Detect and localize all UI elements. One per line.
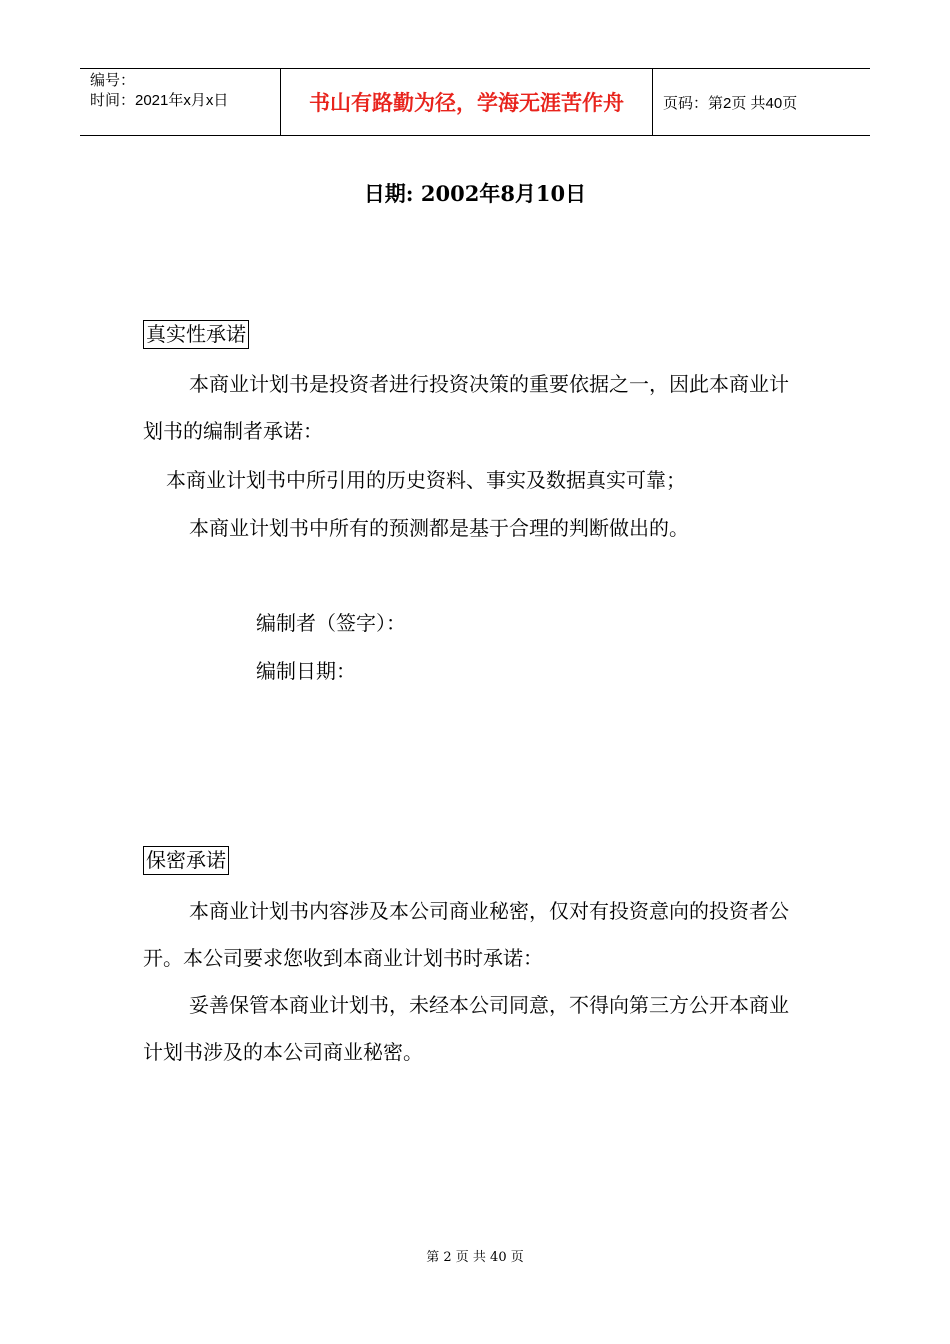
header-motto: 书山有路勤为径，学海无涯苦作舟 [281,69,653,135]
authenticity-item-1: 本商业计划书中所引用的历史资料、事实及数据真实可靠； [166,468,686,492]
document-number-label: 编号： [90,72,136,89]
authenticity-paragraph: 本商业计划书是投资者进行投资决策的重要依据之一，因此本商业计划书的编制者承诺： [143,372,789,443]
compile-date-label: 编制日期： [256,659,356,683]
confidentiality-paragraph-1: 本商业计划书内容涉及本公司商业秘密，仅对有投资意向的投资者公开。本公司要求您收到本商业计划书时承诺： [143,899,789,970]
document-time-label: 时间：2021年x月x日 [90,92,229,109]
confidentiality-heading: 保密承诺 [143,846,229,875]
authenticity-item-2: 本商业计划书中所有的预测都是基于合理的判断做出的。 [189,516,689,540]
confidentiality-paragraph-2: 妥善保管本商业计划书，未经本公司同意，不得向第三方公开本商业计划书涉及的本公司商业秘密。 [143,993,789,1064]
header-page-info: 页码：第2页 共40页 [663,94,798,112]
authenticity-heading: 真实性承诺 [143,320,249,349]
header-meta-cell [80,69,281,135]
page-footer: 第 2 页 共 40 页 [426,1250,524,1265]
page-header [80,68,870,136]
signer-label: 编制者（签字）： [256,611,406,635]
document-date-title: 日期: 2002年8月10日 [363,181,587,206]
